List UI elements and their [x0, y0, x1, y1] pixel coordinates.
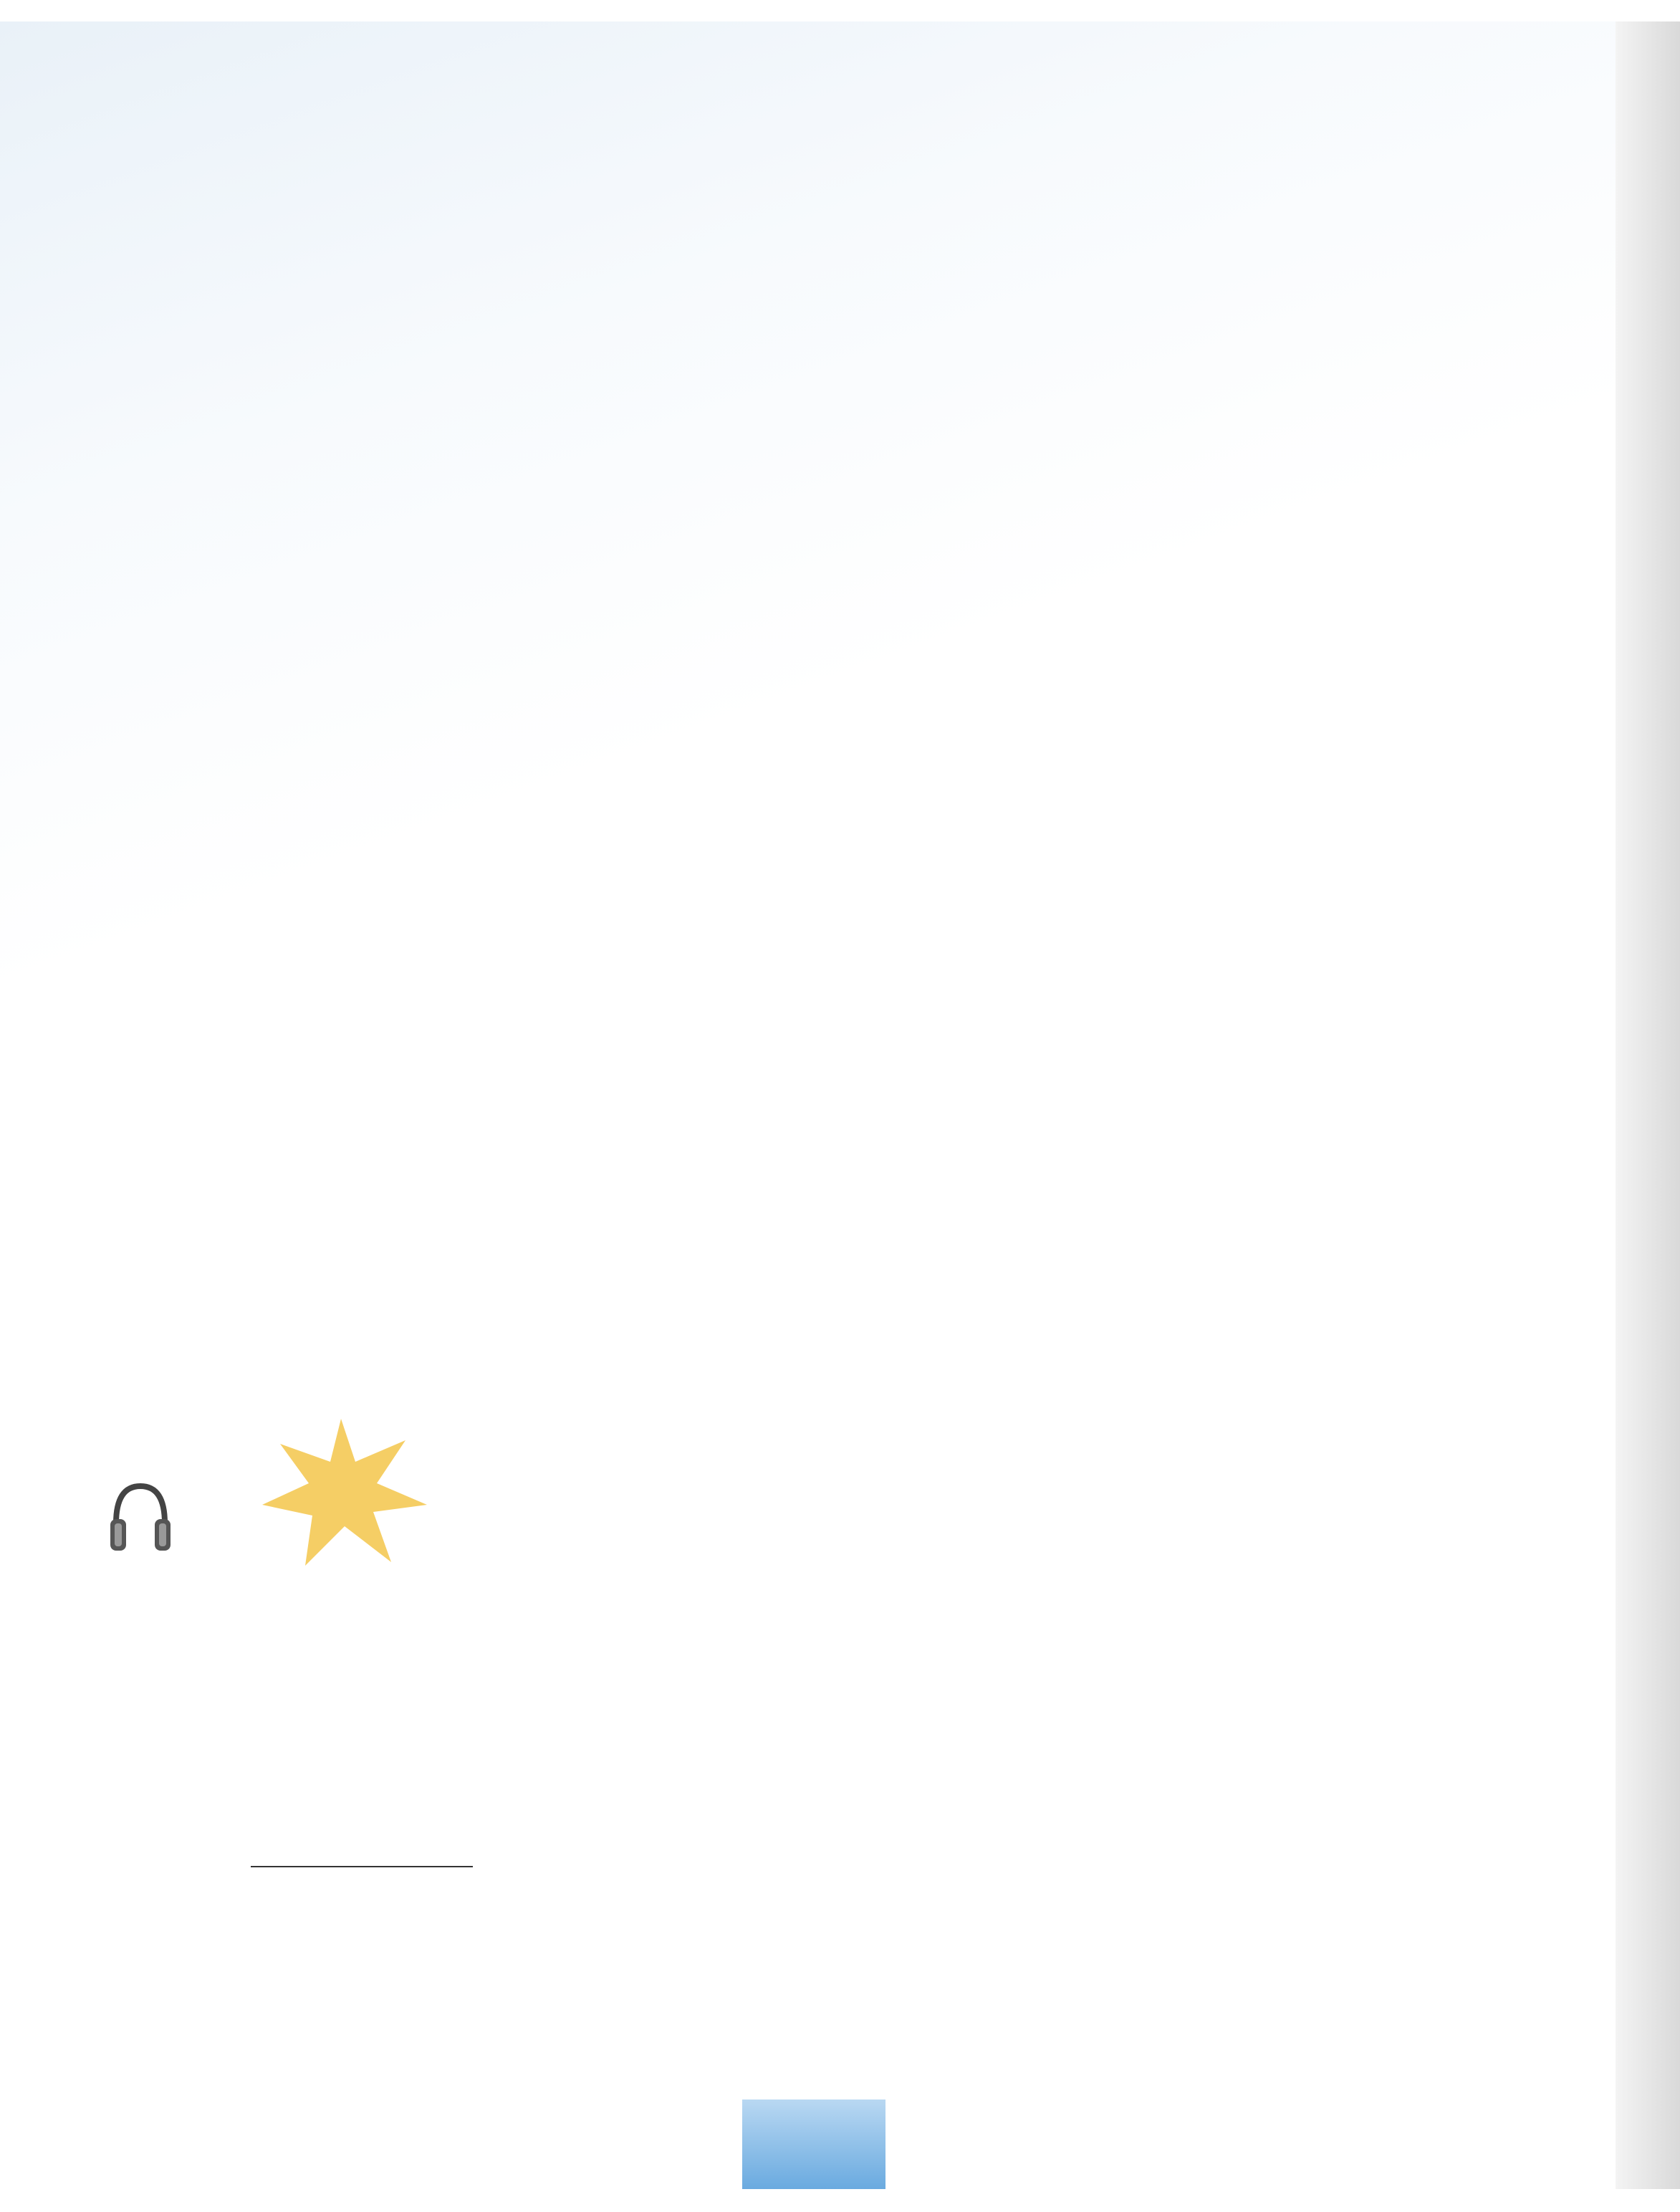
textbook-page	[0, 21, 1680, 2189]
headphones-icon	[107, 1479, 173, 1558]
task-star-splash	[255, 1412, 434, 1569]
footnote-divider	[251, 1866, 473, 1867]
page-number-tab	[742, 2100, 885, 2189]
page-edge-shadow	[1616, 21, 1680, 2189]
